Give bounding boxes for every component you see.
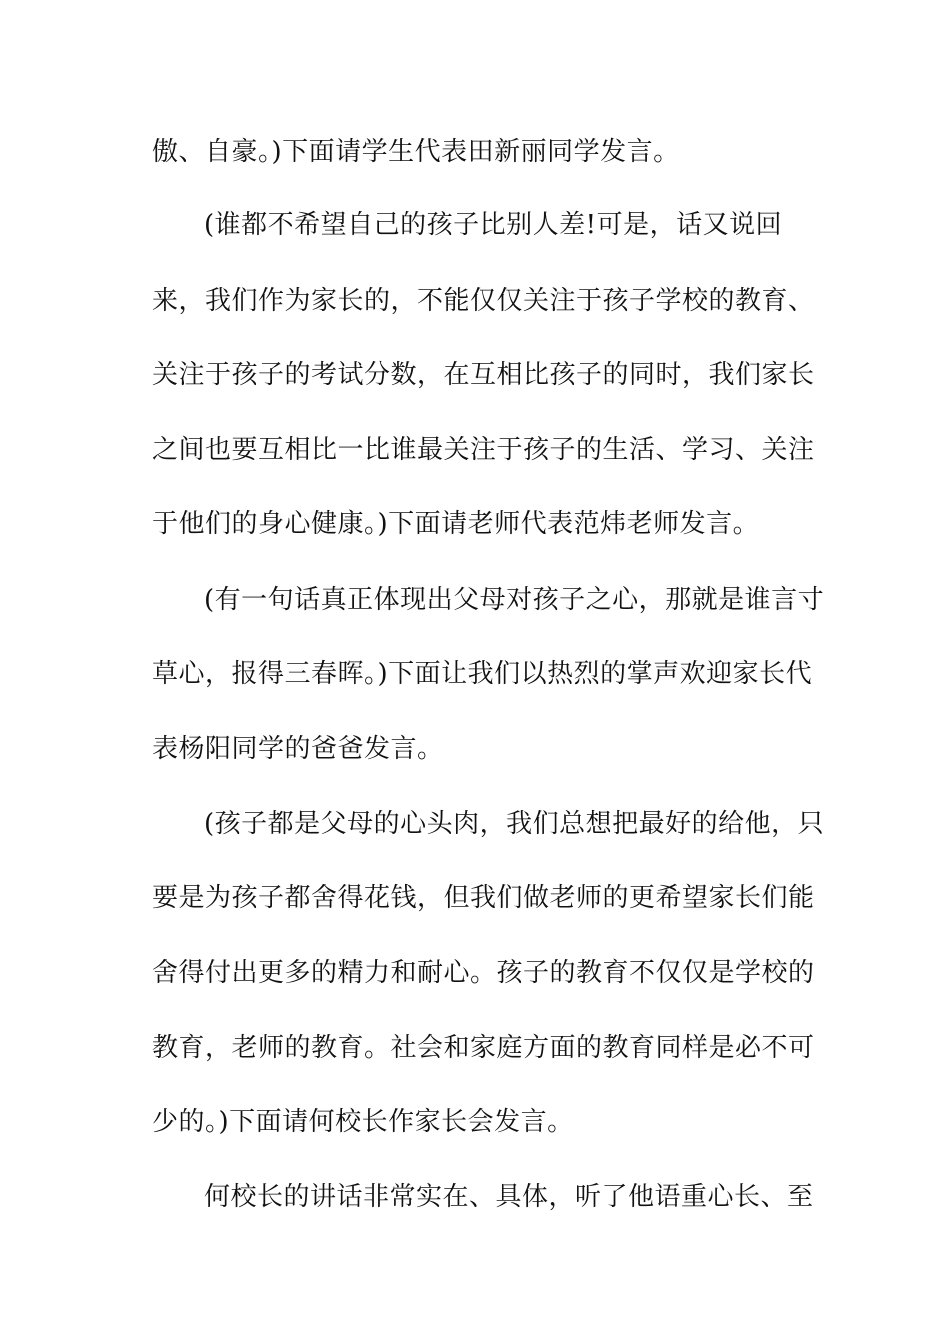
text-line: 于他们的身心健康。)下面请老师代表范炜老师发言。 xyxy=(152,509,760,539)
text-line: 草心，报得三春晖。)下面让我们以热烈的掌声欢迎家长代 xyxy=(152,659,813,689)
text-line: 何校长的讲话非常实在、具体，听了他语重心长、至 xyxy=(204,1182,814,1212)
text-line: 舍得付出更多的精力和耐心。孩子的教育不仅仅是学校的 xyxy=(152,958,815,988)
text-line: 少的。)下面请何校长作家长会发言。 xyxy=(152,1107,574,1137)
text-line: 关注于孩子的考试分数，在互相比孩子的同时，我们家长 xyxy=(152,360,815,390)
text-line: (谁都不希望自己的孩子比别人差!可是，话又说回 xyxy=(204,210,783,240)
text-line: 来，我们作为家长的，不能仅仅关注于孩子学校的教育、 xyxy=(152,286,815,316)
text-line: (有一句话真正体现出父母对孩子之心，那就是谁言寸 xyxy=(204,585,825,615)
text-line: 要是为孩子都舍得花钱，但我们做老师的更希望家长们能 xyxy=(152,883,815,913)
text-line: (孩子都是父母的心头肉，我们总想把最好的给他，只 xyxy=(204,809,825,839)
text-line: 表杨阳同学的爸爸发言。 xyxy=(152,734,444,764)
text-line: 教育，老师的教育。社会和家庭方面的教育同样是必不可 xyxy=(152,1033,815,1063)
text-line: 之间也要互相比一比谁最关注于孩子的生活、学习、关注 xyxy=(152,435,815,465)
text-line: 傲、自豪。)下面请学生代表田新丽同学发言。 xyxy=(152,137,680,167)
